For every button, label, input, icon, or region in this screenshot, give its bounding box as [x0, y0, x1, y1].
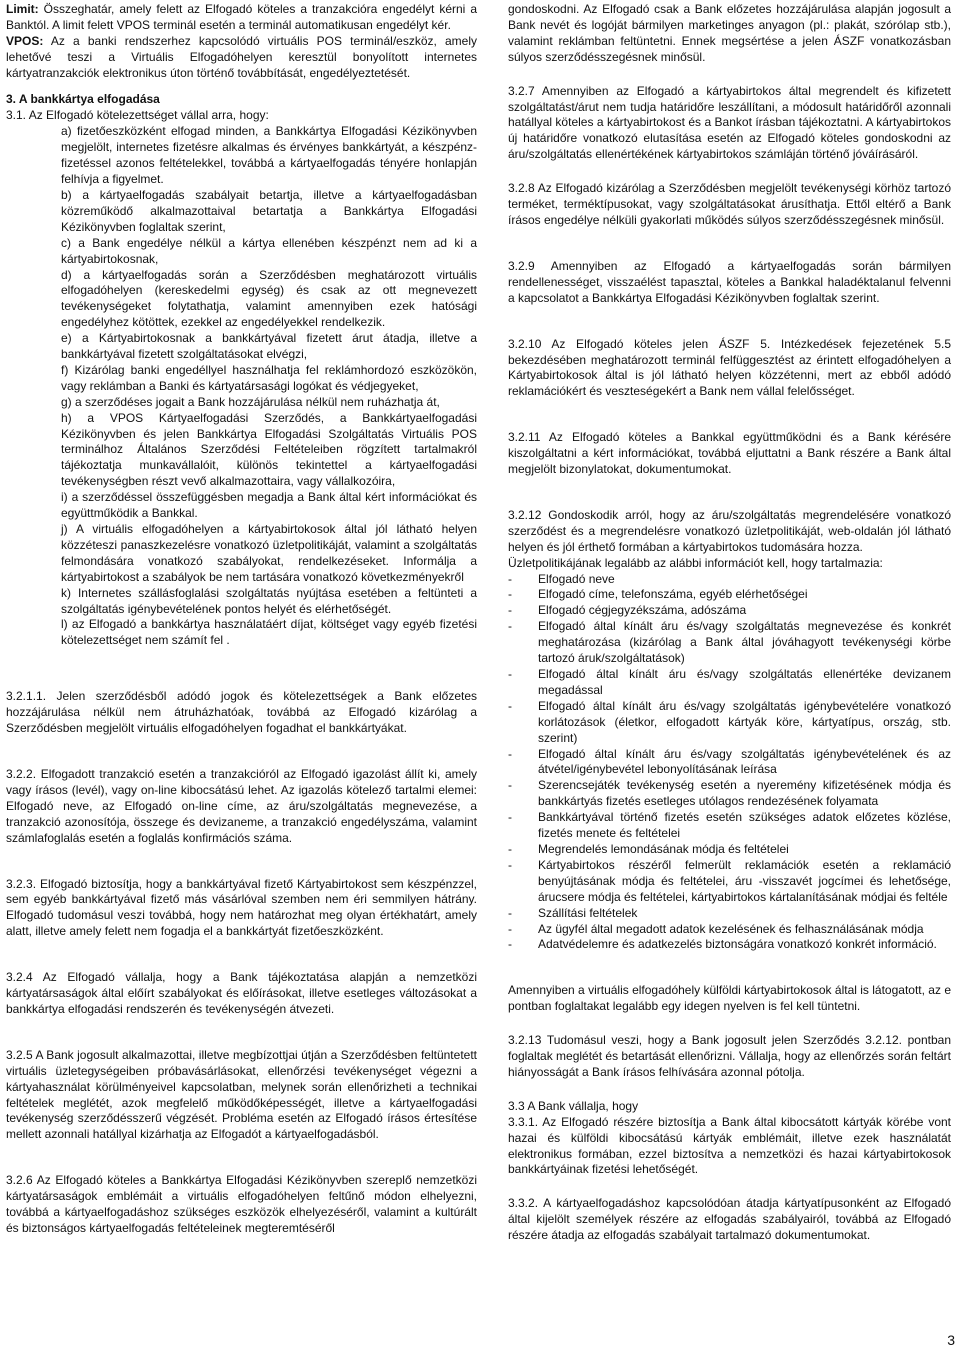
list-item: j) A virtuális elfogadóhelyen a kártyabirtokosok által jól látható helyen közzéteszi panaszkezelésre vonatkozó üzletpolitikáját, valamint a szolgáltatás felmondására vonatkozó szabályokat, rendelkezéseket. Informálja a kártyabirtokost a szabályok be nem tartására vonatkozó következményekről: [61, 522, 477, 584]
page-number: 3: [947, 1332, 955, 1349]
list-item: h) a VPOS Kártyaelfogadási Szerződés, a Bankkártyaelfogadási Kézikönyvben és jelen Bankkártya Elfogadási Szolgáltatás Virtuális POS terminálhoz Általános Szerződési Feltételeiben rögzített tartalmakról tájékoztatja munkavállalóit, különös tekintettel a kártyaelfogadási tevékenységben részt vevő alkalmazottaira, vagy vállalkozóira,: [61, 410, 477, 489]
list-item: - Elfogadó által kínált áru és/vagy szolgáltatás igénybevételére vonatkozó korlátozások (életkor, elfogadott kártyák köre, kártyatípus, ország, stb. szerint): [508, 698, 951, 745]
list-item: k) Internetes szállásfoglalási szolgáltatás nyújtása esetében a feltünteti a szolgáltatás igénybevételének pontos helyét és elérhetőségét.: [61, 585, 477, 616]
paragraph-3-2-2: 3.2.2. Elfogadott tranzakció esetén a tranzakcióról az Elfogadó igazolást állít ki, amely vagy írásos (levél), vagy on-line kibocsátású lehet. Az igazolás kötelező tartalmi elemei: Elfogadó neve, az Elfogadó on-line címe, az áru/szolgáltatás megnevezése, a tranzakció azonosítója, összege és devizaneme, a tranzakció engedélyszáma, valamint számlafoglalás esetén a foglalás konfirmációs száma.: [6, 766, 477, 845]
paragraph-3-2-11: 3.2.11 Az Elfogadó köteles a Bankkal együttműködni és a Bank kérésére kiszolgáltatni a kért információkat, továbbá eljuttatni a Bank részére a Bank által megjelölt bizonylatokat, dokumentumokat.: [508, 430, 951, 477]
paragraph-3-2-9: 3.2.9 Amennyiben az Elfogadó a kártyaelfogadás során bármilyen rendellenességet, visszaélést tapasztal, köteles a Bankkal haladéktalanul felvenni a kapcsolatot a Bankkártya Elfogadási Kézikönyvben foglaltak szerint.: [508, 258, 951, 305]
paragraph-3-2-1-1: 3.2.1.1. Jelen szerződésből adódó jogok és kötelezettségek a Bank előzetes hozzájárulása nélkül nem átruházhatóak, továbbá az Elfogadó kizárólag a Szerződésben megjelölt virtuális elfogadóhelyen fogadhat el bankkártyákat.: [6, 689, 477, 736]
list-item: - Kártyabirtokos részéről felmerült reklamációk esetén a reklamáció benyújtásának módja és feltételei, áru -visszavét jogcímei és lehetősége, árucsere módja és feltételei, kártyabirtokos kártalanításának módjai és feltéle: [508, 857, 951, 904]
list-item: - Elfogadó által kínált áru és/vagy szolgáltatás ellenértéke devizanem megadással: [508, 667, 951, 697]
policy-dash-list: [508, 572, 951, 954]
paragraph-3-2-4: 3.2.4 Az Elfogadó vállalja, hogy a Bank tájékoztatása alapján a nemzetközi kártyatársaságok által előírt szabályokat és előírásokat, illetve esetleges változásokat a bankkártya elfogadási rendszerén és tevékenységén átvezeti.: [6, 970, 477, 1016]
list-item: f) Kizárólag banki engedéllyel használhatja fel reklámhordozó eszközökön, vagy reklámban a Banki és kártyatársasági logókat és védjegyeket,: [61, 362, 477, 393]
list-item: - Elfogadó cégjegyzékszáma, adószáma: [508, 603, 747, 618]
paragraph-3-2-5: 3.2.5 A Bank jogosult alkalmazottai, illetve megbízottjai útján a Szerződésben feltüntetett virtuális üzletegységeiben próbavásárlásokat, ellenőrzési tevékenységet végezni a kártyahasználat körülményeivel kapcsolatban, melynek során ellenőrizheti a technikai feltételek meglétét, azok megfelelő működőképességét, illetve a kártyaelfogadási tevékenység szerződésszerű végzését. Probléma esetén az Elfogadó írásos értesítése mellett azonnali hatállyal kizárhatja az Elfogadót a kártyaelfogadásból.: [6, 1047, 477, 1142]
paragraph-3-2-3: 3.2.3. Elfogadó biztosítja, hogy a bankkártyával fizető Kártyabirtokost sem készpénzzel, sem egyéb bankkártyával fizető más vásárlóval szemben nem éri semmilyen hátrány. Elfogadó tudomásul veszi továbbá, hogy nem határozhat meg olyan értékhatárt, amely alatt, illetve amely felett nem fogadja el a bankkártyát fizetőeszközként.: [6, 876, 477, 939]
left-column: [6, 2, 477, 1237]
limit-definition: Limit: Összeghatár, amely felett az Elfogadó köteles a tranzakcióra engedélyt kérni a Banktól. A limit felett VPOS terminál esetén a terminál automatikusan engedélyt kér.: [6, 2, 477, 32]
paragraph-3-2-6: 3.2.6 Az Elfogadó köteles a Bankkártya Elfogadási Kézikönyvben szereplő nemzetközi kártyatársaságok emblémáit a virtuális elfogadóhelyen feltűnő módon elhelyezni, továbbá a kártyaelfogadáshoz szükséges eszközök elhelyezéséről, valamint a kultúrált és biztonságos kártyaelfogadás feltételeinek megteremtéséről: [6, 1173, 477, 1235]
paragraph-3-2-13: 3.2.13 Tudomásul veszi, hogy a Bank jogosult jelen Szerződés 3.2.12. pontban foglaltak meglétét és betartását ellenőrizni. Vállalja, hogy az ellenőrzés során feltárt hiányosságát a Bank írásos felhívására azonnal pótolja.: [508, 1033, 951, 1079]
list-item: d) a kártyaelfogadás során a Szerződésben meghatározott virtuális elfogadóhelyen (kereskedelmi egység) és csak az ott megnevezett tevékenységeket folytathatja, valamint amennyiben ezek hatósági engedélyhez kötöttek, ezekkel az engedélyekkel rendelkezik.: [61, 267, 477, 330]
list-item: - Elfogadó által kínált áru és/vagy szolgáltatás megnevezése és konkrét meghatározása (kizárólag a Bank által jóváhagyott tevékenységi körbe tartozó áruk/szolgáltatások): [508, 619, 951, 666]
list-item: - Elfogadó által kínált áru és/vagy szolgáltatás igénybevételének és az átvétel/igénybevétel lebonyolításának leírása: [508, 746, 951, 777]
right-column: [508, 2, 951, 1244]
vpos-definition: VPOS: Az a banki rendszerhez kapcsolódó virtuális POS terminál/eszköz, amely lehetővé teszi a Virtuális Elfogadóhelyen keresztül bonyolított internetes kártyatranzakciók elektronikus úton történő továbbítását, engedélyeztetését.: [6, 33, 478, 80]
list-item: c) a Bank engedélye nélkül a kártya ellenében készpénzt nem ad ki a kártyabirtokosnak,: [61, 235, 477, 266]
list-item: - Elfogadó neve: [508, 571, 615, 586]
paragraph-3-3-1: 3.3.1. Az Elfogadó részére biztosítja a Bank által kibocsátott kártyák körébe vont hazai és külföldi kibocsátású kártyák emblémáit, illetve ezek használatát elektronikus formában, ezzel biztosítva a nemzetközi és hazai kártyabirtokosok bankkártyáinak fizetési lehetőségét.: [508, 1114, 951, 1177]
paragraph-3-2-10: 3.2.10 Az Elfogadó köteles jelen ÁSZF 5. Intézkedések fejezetének 5.5 bekezdésében meghatározott terminál felfüggesztést az érintett elfogadóhelyen a Kártyabirtokosok által is jól látható helyen közzétenni, mert az ebből adódó reklamációkért és veszteségekért a Bank nem vállal felelősséget.: [508, 336, 951, 399]
list-item: - Az ügyfél által megadott adatok kezelésének és felhasználásának módja: [508, 921, 924, 936]
list-item: i) a szerződéssel összefüggésben megadja a Bank által kért információkat és együttműködik a Bankkal.: [61, 490, 477, 521]
list-item: - Adatvédelemre és adatkezelés biztonságára vonatkozó konkrét információ.: [508, 937, 937, 952]
limit-label: Limit:: [6, 2, 39, 16]
list-item: - Bankkártyával történő fizetés esetén szükséges adatok előzetes közlése, fizetés menete és feltételei: [508, 810, 951, 841]
paragraph-3-3: 3.3 A Bank vállalja, hogy: [508, 1098, 639, 1113]
list-item: g) a szerződéses jogait a Bank hozzájárulása nélkül nem ruházhatja át,: [61, 394, 440, 409]
list-item: - Szállítási feltételek: [508, 905, 638, 920]
foreign-language-paragraph: Amennyiben a virtuális elfogadóhely külföldi kártyabirtokosok által is látogatott, az e pontban foglaltakat legalább egy idegen nyelven is fel kell tüntetni.: [508, 983, 951, 1014]
list-item: a) fizetőeszközként elfogad minden, a Bankkártya Elfogadási Kézikönyvben megjelölt, internetes fizetésre alkalmas és érvényes bankkártyát, a készpénz-fizetéssel azonos feltételekkel, továbbá a kártyaelfogadás tényére honlapján felhívja a figyelmet.: [61, 124, 477, 187]
obligation-list: [6, 124, 477, 649]
paragraph-3-2-8: 3.2.8 Az Elfogadó kizárólag a Szerződésben megjelölt tevékenységi körhöz tartozó terméket, terméktípusokat, vagy szolgáltatásokat árusíthatja. Ettől eltérő a Bank írásos engedélye nélküli gyakorlati működés súlyos szerződésszegésnek minősül.: [508, 181, 951, 227]
section-heading: 3. A bankkártya elfogadása: [6, 91, 160, 106]
list-item: b) a kártyaelfogadás szabályait betartja, illetve a kártyaelfogadásban közreműködő alkalmazottaival betartatja a Bankkártya Elfogadási Kézikönyvben foglaltak szerint,: [61, 187, 477, 234]
list-item: - Megrendelés lemondásának módja és feltételei: [508, 841, 789, 856]
list-item: - Szerencsejáték tevékenység esetén a nyeremény kifizetésének módja és bankkártyás fizetés esetleges utólagos rendezésének folyamata: [508, 778, 951, 809]
paragraph-3-1: 3.1. Az Elfogadó kötelezettséget vállal arra, hogy:: [6, 108, 269, 123]
list-item: e) a Kártyabirtokosnak a bankkártyával fizetett árut átadja, illetve a bankkártyával fizetett szolgáltatásokat elvégzi,: [61, 331, 477, 362]
vpos-label: VPOS:: [6, 33, 44, 48]
paragraph-3-2-7: 3.2.7 Amennyiben az Elfogadó a kártyabirtokos által megrendelt és kifizetett szolgáltatást/árut nem tudja határidőre leszállítani, a módosult határidőről azonnali hatállyal köteles a kártyabirtokost és a Bankot írásban tájékoztatni. A kártyabirtokos új határidőre vonatkozó elutasítása esetén az Elfogadó köteles gondoskodni az áru/szolgáltatás ellenértékének kártyabirtokos számláján történő jóváírásáról.: [508, 83, 951, 162]
list-item: - Elfogadó címe, telefonszáma, egyéb elérhetőségei: [508, 587, 808, 602]
paragraph-3-2-6-continued: gondoskodni. Az Elfogadó csak a Bank előzetes hozzájárulása alapján jogosult a Bank nevét és logóját bármilyen marketinges anyagon (pl.: plakát, szórólap stb.), valamint reklámban feltüntetni. Ennek megsértése a jelen ÁSZF vonatkozásban súlyos szerződésszegésnek minősül.: [508, 2, 951, 64]
list-item: l) az Elfogadó a bankkártya használatáért díjat, költséget vagy egyéb fizetési kötelezettséget nem számít fel .: [61, 617, 477, 648]
paragraph-3-2-12: 3.2.12 Gondoskodik arról, hogy az áru/szolgáltatás megrendelésére vonatkozó szerződést és a megrendelésre vonatkozó üzletpolitikáját, web-oldalán jól látható helyen és jól érthető formában a kártyabirtokos tudomására hozza.: [508, 507, 951, 554]
paragraph-3-3-2: 3.3.2. A kártyaelfogadáshoz kapcsolódóan átadja kártyatípusonként az Elfogadó által kijelölt személyek részére az elfogadás szabályairól, továbbá az Elfogadó részére átadja az elfogadás szabályait tartalmazó dokumentumokat.: [508, 1196, 951, 1243]
list-intro: Üzletpolitikájának legalább az alábbi információt kell, hogy tartalmazia:: [508, 555, 883, 570]
